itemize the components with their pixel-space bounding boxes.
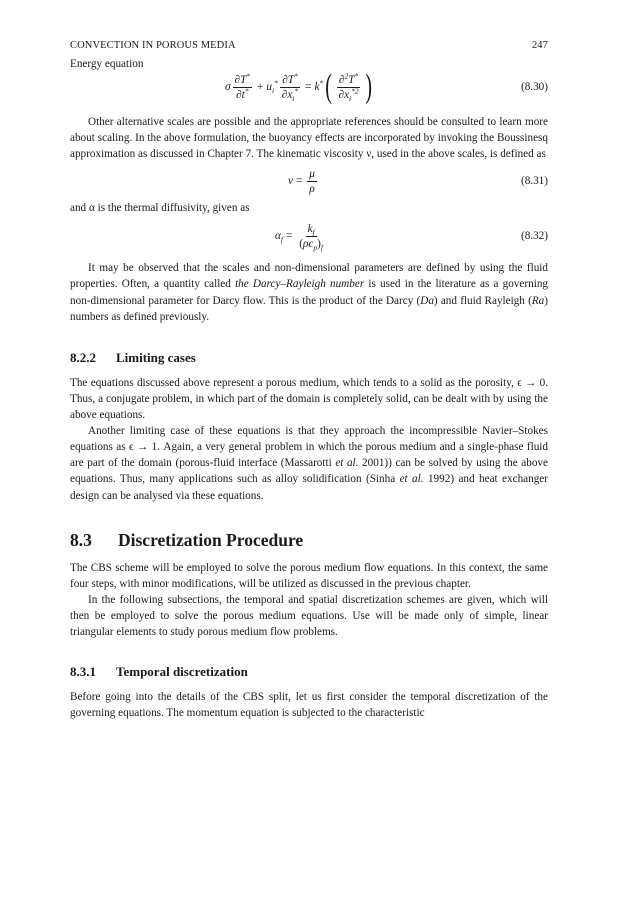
- equation-8-30-math: σ $\frac{\partial T^*}{\partial t^*}$ + $u_i^*$ $\frac{\partial T^*}{\partial x_i^*}$ = k* ( $\frac{\partial^2T^*}{\partial x_i^{*2}}$ ): [225, 68, 372, 105]
- equation-8-30: [70, 66, 548, 108]
- section-8-3-title: Discretization Procedure: [118, 529, 304, 550]
- paragraph-darcy-rayleigh-text-c: ) and fluid Rayleigh (: [433, 294, 532, 307]
- paragraph-darcy-rayleigh: [70, 260, 548, 324]
- section-8-3-1-number: 8.3.1: [70, 664, 96, 680]
- equation-number-8-32: (8.32): [520, 230, 548, 243]
- section-8-2-2-heading: [70, 350, 548, 366]
- darcy-abbrev: Da: [420, 294, 434, 307]
- running-header-title: CONVECTION IN POROUS MEDIA: [70, 40, 236, 51]
- et-al-2: et al.: [399, 473, 424, 486]
- paragraph-darcy-rayleigh-text-d: ) numbers as defined previously.: [70, 294, 548, 323]
- section-8-2-2-number: 8.2.2: [70, 349, 96, 365]
- paragraph-limiting-fluid-text-a: Another limiting case of these equations is that they approach the incompressible Navier–Stokes equations as ϵ → 1. Again, a very general problem in which the porous medium and a single-phase fluid are part of the domain (porous-fluid interface (Massarotti: [70, 425, 548, 470]
- page: [70, 38, 548, 721]
- equation-8-32-math: $\alpha_f$ = $\frac{k_f}{(\rho c_p)_f}$: [275, 222, 323, 253]
- paragraph-limiting-solid: The equations discussed above represent a porous medium, which tends to a solid as the porosity, ϵ → 0. Thus, a conjugate problem, in which part of the domain is completely solid, can be dealt with by using the above equations.: [70, 376, 548, 422]
- section-8-3-1-title: Temporal discretization: [116, 664, 248, 680]
- paragraph-alpha: and α is the thermal diffusivity, given as: [70, 202, 250, 215]
- section-8-3-heading: [70, 529, 548, 550]
- equation-number-8-30: (8.30): [520, 80, 548, 93]
- paragraph-limiting-fluid-text-b: 2001)) can be solved by using the above equations. Thus, many applications such as alloy solidification (Sinha: [70, 457, 548, 486]
- running-header: [70, 38, 548, 56]
- paragraph-darcy-rayleigh-text-b: is used in the literature as a governing non-dimensional parameter for Darcy flow. This is the product of the Darcy (: [70, 278, 549, 307]
- darcy-rayleigh-term: the Darcy–Rayleigh number: [235, 278, 365, 291]
- paragraph-subsections: In the following subsections, the temporal and spatial discretization schemes are given, which will then be employed to solve the porous medium equations. Use will be made only of simple, linear triangular elements to study porous medium flow problems.: [70, 593, 548, 639]
- section-8-3-number: 8.3: [70, 529, 92, 550]
- paragraph-cbs-scheme: The CBS scheme will be employed to solve the porous medium flow equations. In this context, the same four steps, with minor modifications, will be utilized as discussed in the previous chapter.: [70, 561, 548, 590]
- et-al-1: et al.: [335, 457, 359, 470]
- paragraph-limiting-fluid-text-c: 1992) and heat exchanger design can be analysed via these equations.: [70, 473, 549, 502]
- paragraph-temporal: Before going into the details of the CBS split, let us first consider the temporal discretization of the governing equations. The momentum equation is subjected to the characteristic: [70, 691, 548, 720]
- equation-8-31: [70, 162, 548, 200]
- section-8-3-1-heading: [70, 664, 548, 680]
- equation-8-31-math: ν = $\frac{\mu}{\rho}$: [288, 167, 315, 195]
- rayleigh-abbrev: Ra: [531, 294, 545, 307]
- paragraph-limiting-fluid: [70, 423, 548, 503]
- paragraph-darcy-rayleigh-text-a: It may be observed that the scales and non-dimensional parameters are defined by using the fluid properties. Often, a quantity called: [70, 262, 548, 291]
- equation-8-32: [70, 216, 548, 256]
- energy-equation-label: Energy equation: [70, 58, 144, 70]
- paragraph-scaling: Other alternative scales are possible and the appropriate references should be consulted to learn more about scaling. In the above formulation, the buoyancy effects are incorporated by invoking the Boussinesq approximation as discussed in Chapter 7. The kinematic viscosity ν, used in the above scales, is defined as: [70, 116, 548, 161]
- equation-number-8-31: (8.31): [520, 175, 548, 188]
- page-number: 247: [531, 40, 548, 51]
- section-8-2-2-title: Limiting cases: [116, 349, 196, 365]
